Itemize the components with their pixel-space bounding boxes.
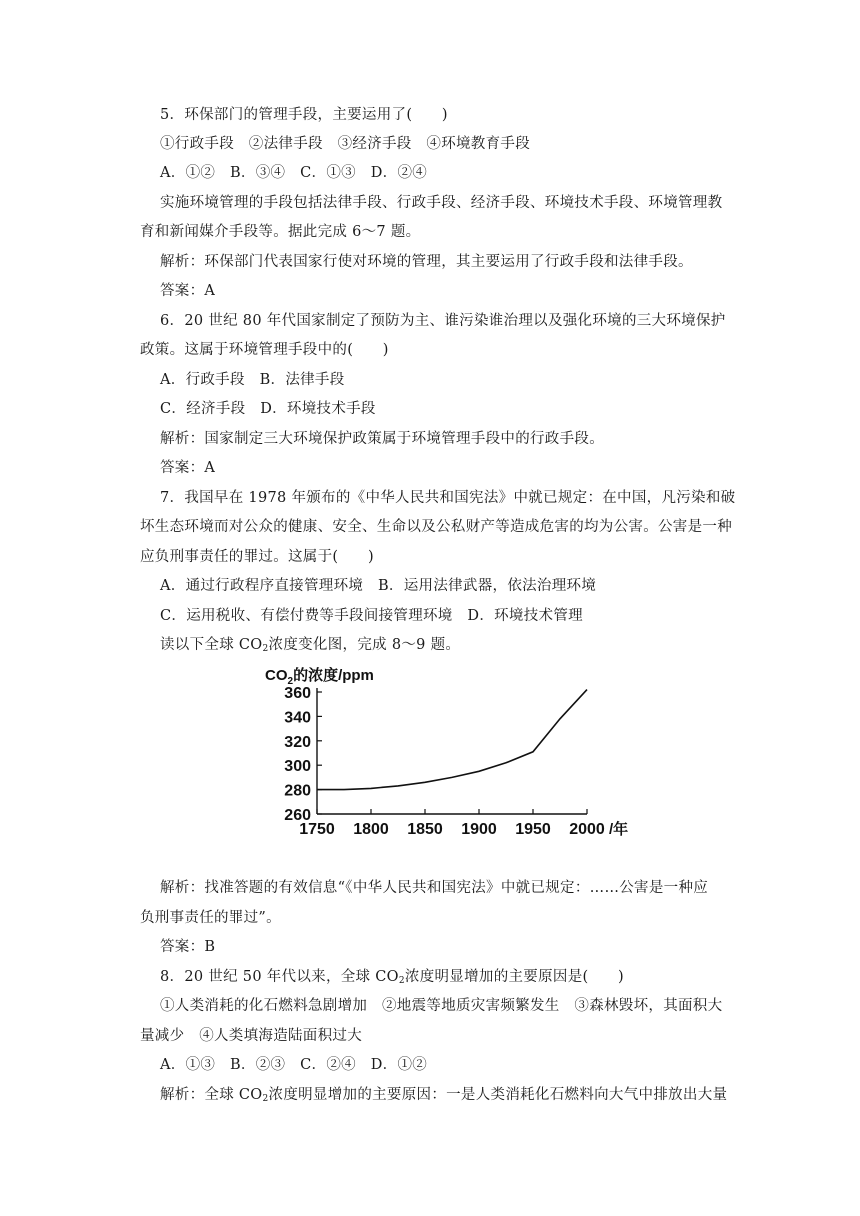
co2-chart-svg <box>255 662 645 842</box>
intro-line-1: 实施环境管理的手段包括法律手段、行政手段、经济手段、环境技术手段、环境管理教 <box>160 195 723 211</box>
co2-line <box>317 690 587 790</box>
q6-choices-1: A．行政手段 B．法律手段 <box>160 372 345 388</box>
chart-ylabel: $CO_2$的浓度/ppm <box>265 667 374 687</box>
y-tick-label: 360 <box>284 685 311 702</box>
x-tick-label: 1950 <box>515 821 551 838</box>
y-tick-label: 280 <box>284 782 311 800</box>
q8-choices: A．①③ B．②③ C．②④ D．①② <box>160 1057 428 1073</box>
q7-choices-1: A．通过行政程序直接管理环境 B．运用法律武器，依法治理环境 <box>160 578 597 594</box>
x-tick-label: 1850 <box>407 821 443 838</box>
q6-choices-2: C．经济手段 D．环境技术手段 <box>160 401 376 417</box>
q6-stem-1: 6．20 世纪 80 年代国家制定了预防为主、谁污染谁治理以及强化环境的三大环境保护 <box>160 313 726 329</box>
q5-stem: 5．环保部门的管理手段，主要运用了( ) <box>160 107 448 123</box>
x-tick-label: 1750 <box>299 821 335 838</box>
q8-items-1: ①人类消耗的化石燃料急剧增加 ②地震等地质灾害频繁发生 ③森林毁坏，其面积大 <box>160 998 723 1014</box>
q7-choices-2: C．运用税收、有偿付费等手段间接管理环境 D．环境技术管理 <box>160 608 583 624</box>
chart-intro: 读以下全球 $CO_2$浓度变化图，完成 8～9 题。 <box>160 637 461 654</box>
q6-analysis: 解析：国家制定三大环境保护政策属于环境管理手段中的行政手段。 <box>160 431 604 447</box>
q5-choices: A．①② B．③④ C．①③ D．②④ <box>160 165 428 181</box>
y-tick-label: 320 <box>284 733 311 751</box>
q7-stem-1: 7．我国早在 1978 年颁布的《中华人民共和国宪法》中就已规定：在中国，凡污染和破 <box>160 490 736 506</box>
q6-answer: 答案：A <box>160 460 216 476</box>
chart-xlabel: /年 <box>609 821 629 838</box>
chart-axes <box>317 688 587 814</box>
q5-answer: 答案：A <box>160 283 216 299</box>
q6-stem-2: 政策。这属于环境管理手段中的( ) <box>140 342 389 358</box>
y-tick-label: 300 <box>284 758 311 776</box>
q8-stem: 8．20 世纪 50 年代以来，全球 $CO_2$浓度明显增加的主要原因是( ) <box>160 969 625 986</box>
x-tick-label: 1900 <box>461 821 497 838</box>
q5-options-items: ①行政手段 ②法律手段 ③经济手段 ④环境教育手段 <box>160 136 530 152</box>
x-tick-label: 2000 <box>569 821 605 838</box>
intro-line-2: 育和新闻媒介手段等。据此完成 6～7 题。 <box>140 224 421 240</box>
q7-analysis-1: 解析：找准答题的有效信息“《中华人民共和国宪法》中就已规定：……公害是一种应 <box>160 880 709 896</box>
q7-stem-2: 坏生态环境而对公众的健康、安全、生命以及公私财产等造成危害的均为公害。公害是一种 <box>140 519 732 535</box>
y-tick-label: 260 <box>284 807 311 824</box>
q7-stem-3: 应负刑事责任的罪过。这属于( ) <box>140 549 374 565</box>
q7-answer: 答案：B <box>160 939 216 955</box>
q8-items-2: 量减少 ④人类填海造陆面积过大 <box>140 1028 362 1044</box>
chart-ticks <box>284 685 605 838</box>
q7-analysis-2: 负刑事责任的罪过”。 <box>140 910 281 926</box>
co2-chart <box>255 662 645 842</box>
q8-analysis: 解析：全球 $CO_2$浓度明显增加的主要原因：一是人类消耗化石燃料向大气中排放出大量 <box>160 1087 728 1104</box>
x-tick-label: 1800 <box>353 821 389 838</box>
y-tick-label: 340 <box>284 709 311 727</box>
q5-analysis: 解析：环保部门代表国家行使对环境的管理，其主要运用了行政手段和法律手段。 <box>160 254 693 270</box>
